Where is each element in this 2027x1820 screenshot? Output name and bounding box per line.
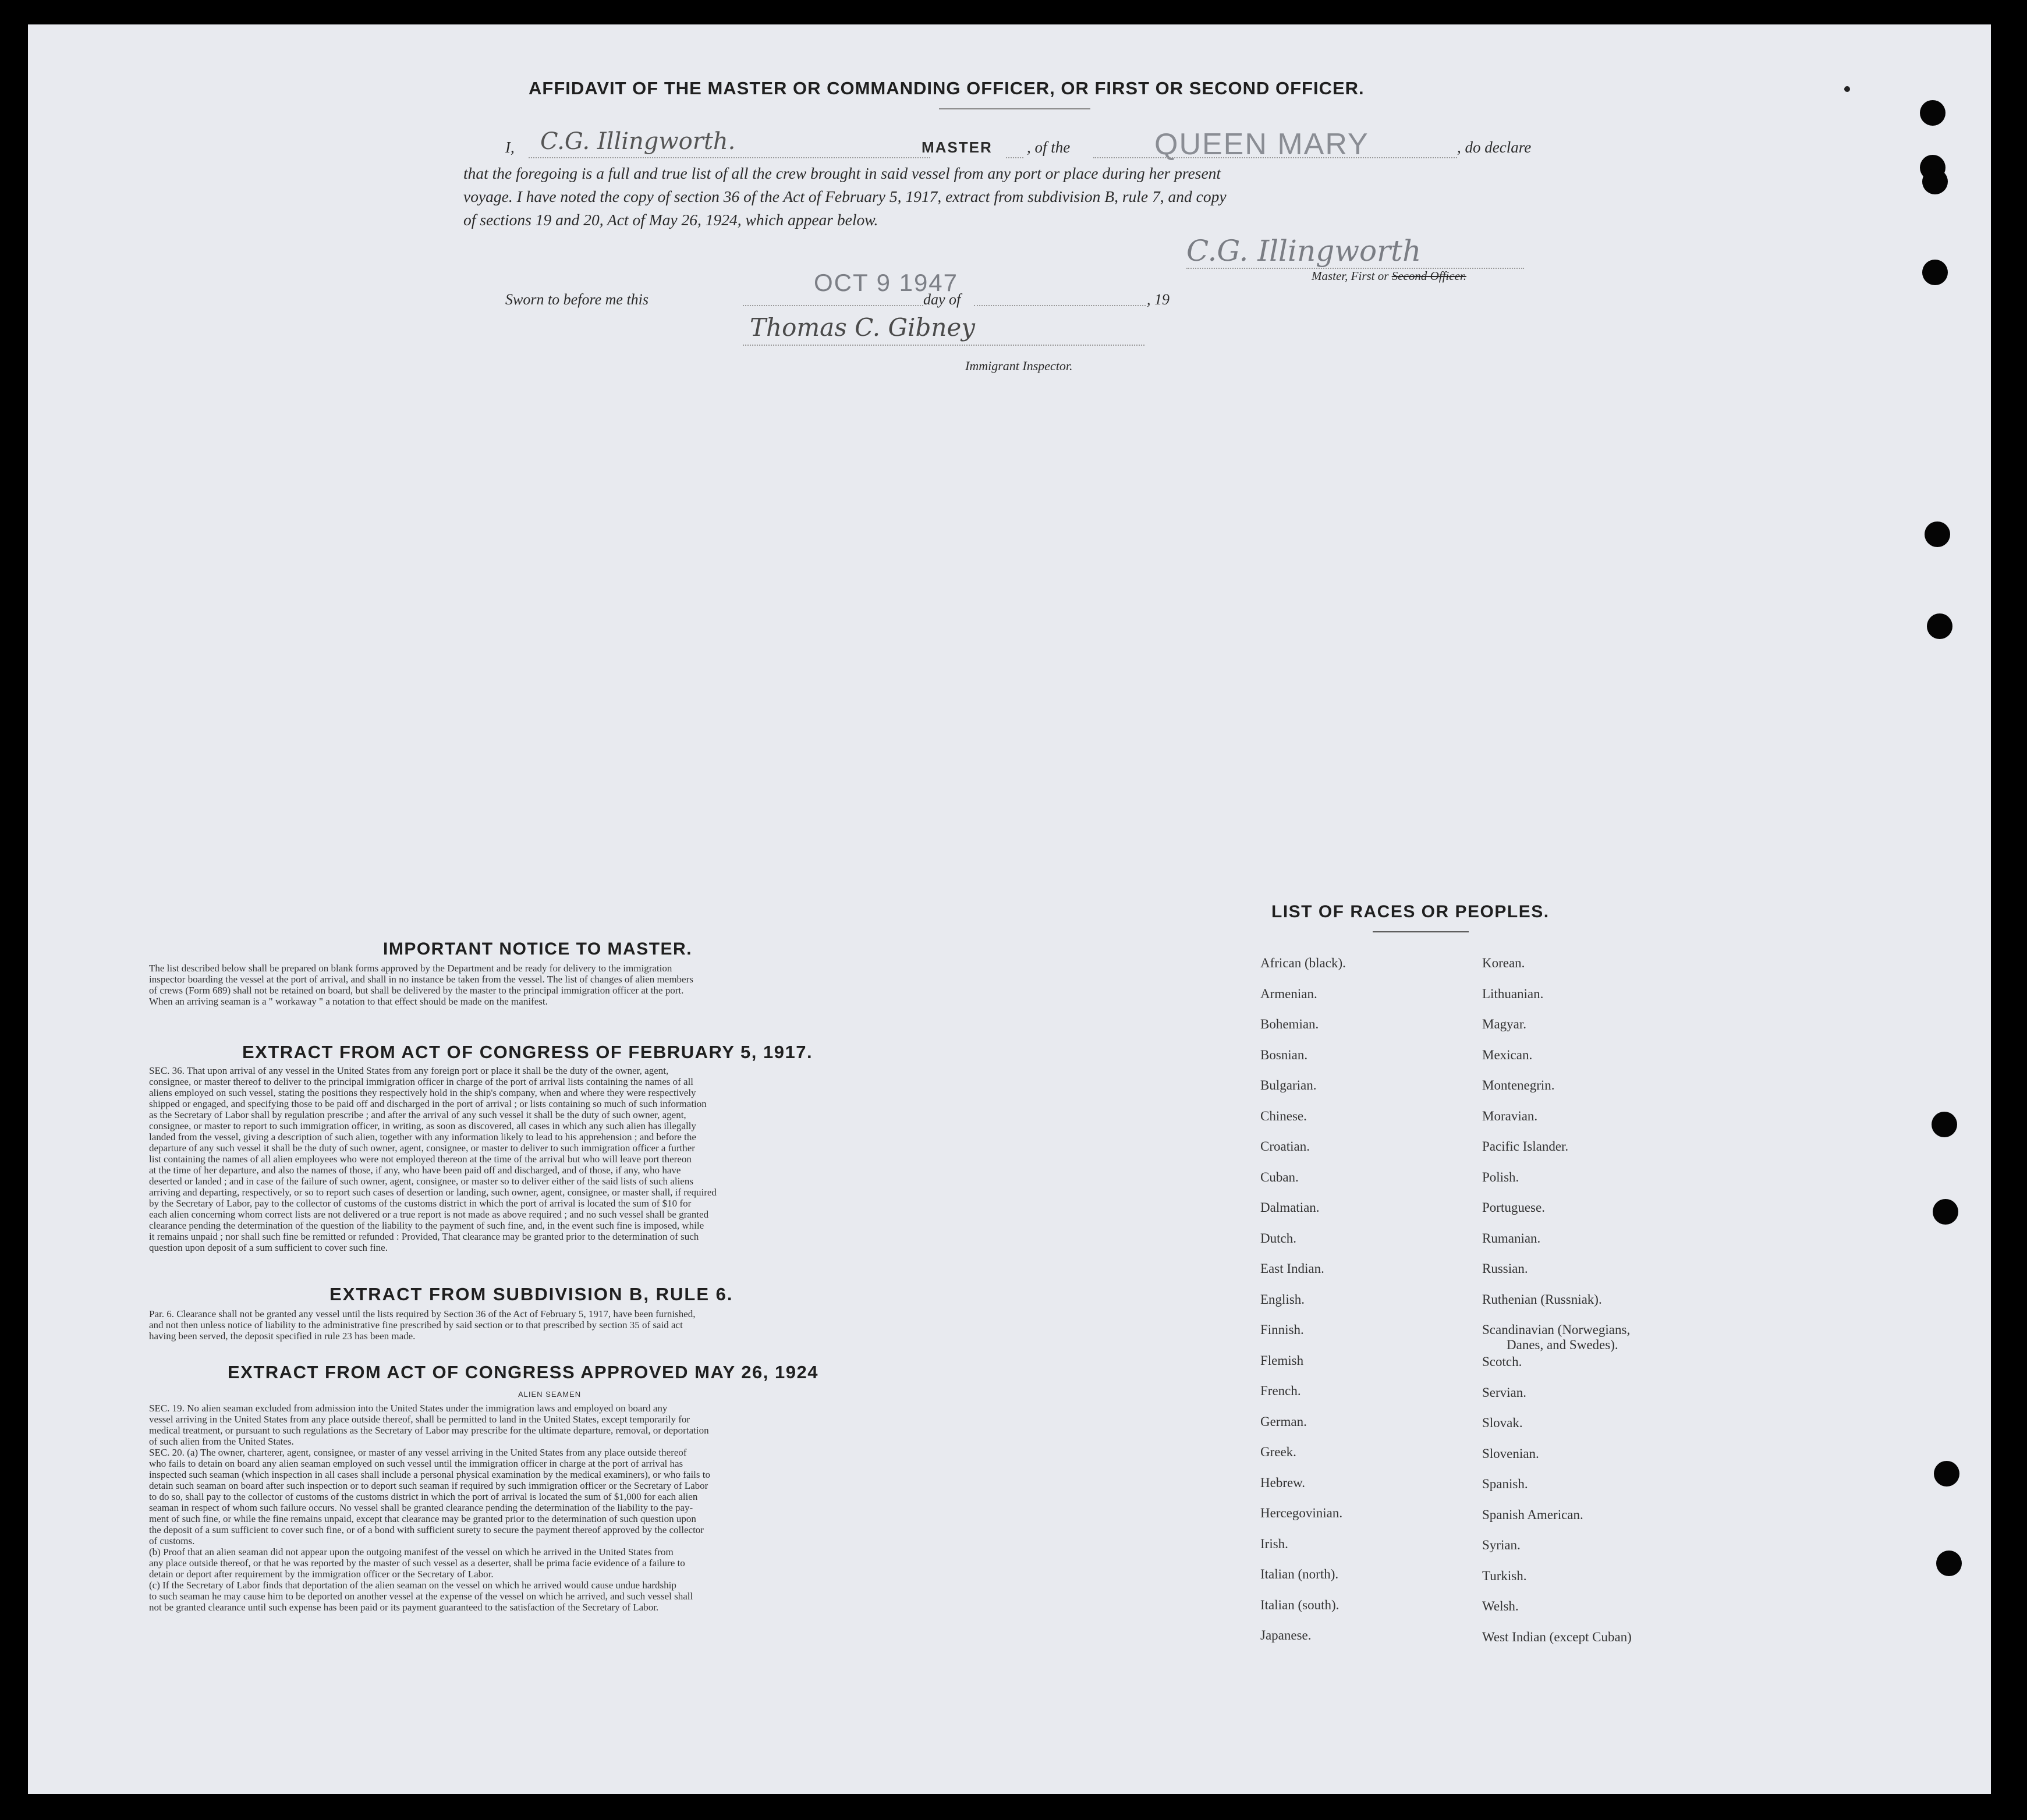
extract-1917-line: it remains unpaid ; nor shall such fine be remitted or refunded : Provided, That clearance may be granted prior to the determination of such (149, 1231, 699, 1242)
inspector-signature: Thomas C. Gibney (750, 313, 975, 342)
extract-1917-line: list containing the names of all alien employees who were not employed thereon at the time of the arrival but who will leave port thereon (149, 1154, 692, 1165)
extract-1924-line: detain or deport after requirement by the immigration officer or the Secretary of Labor. (149, 1569, 494, 1580)
extract-1924-line: of such alien from the United States. (149, 1436, 294, 1447)
notice-line: of crews (Form 689) shall not be retained on board, but shall be delivered by the master to the principal immigration officer at the port. (149, 985, 684, 996)
master-signature: C.G. Illingworth (1186, 234, 1422, 268)
sworn-label: Sworn to before me this (505, 291, 649, 308)
subdivision-line: having been served, the deposit specified in rule 23 has been made. (149, 1331, 416, 1342)
race-item: Ruthenian (Russniak). (1482, 1292, 1602, 1307)
rank-label: MASTER (922, 139, 993, 156)
extract-1917-line: aliens employed on such vessel, stating the positions they respectively hold in the ship's company, when and where they were respectively (149, 1087, 696, 1098)
binder-hole (1922, 260, 1948, 285)
race-item: Hebrew. (1260, 1475, 1306, 1490)
extract-1924-line: to do so, shall pay to the collector of customs of the customs district in which the port of arrival is located the sum of $1,000 for each alien (149, 1491, 698, 1502)
subdivision-line: Par. 6. Clearance shall not be granted any vessel until the lists required by Section 36 of the Act of February 5, 1917, have been furnished, (149, 1308, 696, 1319)
extract-1924-line: any place outside thereof, or that he was reported by the master of such vessel as a deserter, shall be prima facie evidence of a failure to (149, 1558, 685, 1569)
race-item: Pacific Islander. (1482, 1139, 1569, 1154)
race-item: Lithuanian. (1482, 986, 1544, 1001)
extract-1924-line: (c) If the Secretary of Labor finds that deportation of the alien seaman on the vessel on which he arrived would cause undue hardship (149, 1580, 676, 1591)
extract-1917-line: clearance pending the determination of the question of the liability to the payment of such fine, and, in the event such fine is imposed, while (149, 1220, 704, 1231)
race-item: Servian. (1482, 1385, 1527, 1400)
extract-1917-line: consignee, or master to report to such immigration officer, in writing, as soon as discovered, all cases in which any such alien has illegally (149, 1120, 696, 1131)
binder-hole (1922, 169, 1948, 194)
year-label: , 19 (1147, 291, 1170, 308)
race-item: Finnish. (1260, 1322, 1304, 1337)
race-item: Montenegrin. (1482, 1078, 1555, 1092)
extract-1917-line: SEC. 36. That upon arrival of any vessel in the United States from any foreign port or place it shall be the duty of the owner, agent, (149, 1065, 669, 1076)
notice-line: The list described below shall be prepared on blank forms approved by the Department and be ready for delivery to the immigration (149, 963, 672, 974)
master-name-line (529, 157, 930, 158)
binder-hole (1925, 521, 1950, 547)
race-item: African (black). (1260, 956, 1346, 970)
notice-title: IMPORTANT NOTICE TO MASTER. (383, 939, 693, 959)
race-item: Mexican. (1482, 1047, 1533, 1062)
race-item: Slovenian. (1482, 1446, 1539, 1461)
extract-1917-line: landed from the vessel, giving a description of such alien, together with any information likely to lead to his apprehension ; and before the (149, 1131, 696, 1143)
extract-1917-line: by the Secretary of Labor, pay to the collector of customs of the customs district in which the port of arrival is located the sum of $10 for (149, 1198, 692, 1209)
race-item: Italian (south). (1260, 1597, 1339, 1612)
races-title: LIST OF RACES OR PEOPLES. (1271, 902, 1550, 921)
race-item: Scandinavian (Norwegians, (1482, 1322, 1631, 1337)
affidavit-body-line-3: of sections 19 and 20, Act of May 26, 1924, which appear below. (463, 211, 878, 229)
subdivision-line: and not then unless notice of liability to the administrative fine prescribed by said section or to that prescribed by section 35 of said act (149, 1319, 683, 1331)
affidavit-body-line-1: that the foregoing is a full and true list of all the crew brought in said vessel from any port or place during her present (463, 164, 1221, 182)
notice-line: inspector boarding the vessel at the port of arrival, and shall in no instance be taken from the vessel. The list of changes of alien members (149, 974, 693, 985)
race-item: East Indian. (1260, 1261, 1324, 1276)
extract-1924-title: EXTRACT FROM ACT OF CONGRESS APPROVED MAY 26, 1924 (228, 1362, 818, 1382)
signer-caption: Master, First or Second Officer. (1312, 269, 1466, 283)
month-line (974, 305, 1146, 306)
document-page (28, 24, 1991, 1794)
affidavit-title: AFFIDAVIT OF THE MASTER OR COMMANDING OFFICER, OR FIRST OR SECOND OFFICER. (529, 78, 1365, 98)
binder-hole (1932, 1112, 1957, 1137)
extract-1924-line: inspected such seaman (which inspection in all cases shall include a personal physical examination by the medical examiners), or who fails to (149, 1469, 710, 1480)
race-item: Rumanian. (1482, 1230, 1541, 1246)
extract-1917-line: as the Secretary of Labor shall by regulation prescribe ; and after the arrival of any such vessel it shall be the duty of such owner, agent, (149, 1109, 686, 1120)
affidavit-i-label: I, (505, 139, 515, 156)
extract-1924-line: not be granted clearance until such expense has been paid or its payment guaranteed to the satisfaction of the Secretary of Labor. (149, 1602, 659, 1613)
race-item: Armenian. (1260, 986, 1317, 1001)
race-item: Slovak. (1482, 1415, 1523, 1430)
race-scandinavian-continued: Danes, and Swedes). (1507, 1337, 1618, 1352)
title-underline (939, 108, 1090, 109)
race-item: Dutch. (1260, 1230, 1296, 1246)
extract-1924-line: the deposit of a sum sufficient to cover such fine, or of a bond with sufficient surety to secure the payment thereof approved by the collector (149, 1524, 704, 1535)
race-item: Russian. (1482, 1261, 1528, 1276)
declare-label: , do declare (1457, 139, 1532, 156)
vessel-stamp: QUEEN MARY (1154, 127, 1369, 161)
race-item: Magyar. (1482, 1017, 1527, 1031)
extract-1917-line: deserted or landed ; and in case of the failure of such owner, agent, consignee, or master so to deliver either of the said lists of such aliens (149, 1176, 693, 1187)
binder-hole (1927, 613, 1952, 639)
binder-hole (1934, 1461, 1959, 1486)
notice-line: When an arriving seaman is a " workaway " a notation to that effect should be made on the manifest. (149, 996, 548, 1007)
extract-1924-line: detain such seaman on board after such inspection or to deport such seaman if required by such immigration officer or the Secretary of Labor (149, 1480, 708, 1491)
race-item: Cuban. (1260, 1169, 1299, 1184)
subdivision-body (149, 1308, 961, 1342)
race-item: Korean. (1482, 956, 1525, 970)
extract-1924-line: to such seaman he may cause him to be deported on another vessel at the expense of the vessel on which he arrived, and such vessel shall (149, 1591, 693, 1602)
race-item: Croatian. (1260, 1139, 1310, 1154)
race-item: Bulgarian. (1260, 1078, 1317, 1092)
extract-1917-line: consignee, or master thereof to deliver to the principal immigration officer in charge of the port of arrival lists containing the names of all (149, 1076, 694, 1087)
extract-1924-body (149, 1403, 961, 1613)
extract-1917-line: each alien concerning whom correct lists are not delivered or a true report is not made as above required ; and no such vessel shall be granted (149, 1209, 709, 1220)
extract-1917-line: arriving and departing, respectively, or so to report such cases of desertion or landing, such owner, agent, consignee, or master shall, if required (149, 1187, 717, 1198)
date-stamp: OCT 9 1947 (814, 269, 959, 296)
race-item: Spanish. (1482, 1477, 1528, 1491)
extract-1924-line: ment of such fine, or while the fine remains unpaid, except that clearance may be granted prior to the determination of such question upon (149, 1513, 696, 1524)
subdivision-title: EXTRACT FROM SUBDIVISION B, RULE 6. (329, 1284, 733, 1304)
race-item: Greek. (1260, 1445, 1296, 1459)
race-item: Bohemian. (1260, 1017, 1319, 1031)
race-item: Dalmatian. (1260, 1200, 1320, 1215)
race-item: Spanish American. (1482, 1507, 1583, 1522)
race-item: Irish. (1260, 1536, 1288, 1551)
race-item: Scotch. (1482, 1354, 1522, 1369)
extract-1924-line: vessel arriving in the United States from any place outside thereof, shall be permitted to land in the United States, except temporarily for (149, 1414, 690, 1425)
extract-1917-body (149, 1065, 961, 1253)
ink-dot (1844, 86, 1850, 92)
extract-1924-line: seaman in respect of whom such failure occurs. No vessel shall be granted clearance pending the determination of the liability to the pay- (149, 1502, 693, 1513)
binder-hole (1936, 1551, 1962, 1576)
notice-body (149, 963, 961, 1007)
race-item: Polish. (1482, 1169, 1519, 1184)
extract-1924-line: medical treatment, or pursuant to such regulations as the Secretary of Labor may prescribe for the ultimate departure, removal, or deportation (149, 1425, 709, 1436)
day-line (743, 305, 923, 306)
race-item: Chinese. (1260, 1108, 1307, 1123)
extract-1917-line: departure of any such vessel it shall be the duty of such owner, agent, consignee, or master to deliver to such immigration officer a further (149, 1143, 695, 1154)
race-item: Italian (north). (1260, 1567, 1339, 1581)
race-item: Moravian. (1482, 1108, 1538, 1123)
vessel-line (1093, 157, 1457, 158)
alien-seamen-subtitle: ALIEN SEAMEN (518, 1390, 582, 1399)
extract-1917-line: shipped or engaged, and specifying those to be paid off and discharged in the port of arrival ; or lists containing so much of such information (149, 1098, 707, 1109)
extract-1924-line: of customs. (149, 1535, 195, 1546)
extract-1924-line: who fails to detain on board any alien seaman employed on such vessel until the immigration officer in charge at the port of arrival has (149, 1458, 683, 1469)
race-item: Portuguese. (1482, 1200, 1545, 1215)
race-item: Japanese. (1260, 1628, 1312, 1642)
extract-1917-line: at the time of her departure, and also the names of those, if any, who have been paid off and discharged, and of those, if any, who have (149, 1165, 681, 1176)
races-title-underline (1373, 931, 1469, 932)
inspector-signature-line (743, 345, 1144, 346)
race-item: Syrian. (1482, 1538, 1521, 1552)
race-item: Hercegovinian. (1260, 1506, 1343, 1520)
master-name-handwritten: C.G. Illingworth. (540, 128, 736, 155)
race-item: French. (1260, 1383, 1301, 1398)
extract-1924-line: SEC. 20. (a) The owner, charterer, agent, consignee, or master of any vessel arriving in the United States from any place outside thereof (149, 1447, 687, 1458)
affidavit-body-line-2: voyage. I have noted the copy of section 36 of the Act of February 5, 1917, extract from subdivision B, rule 7, and copy (463, 187, 1227, 205)
extract-1924-line: (b) Proof that an alien seaman did not appear upon the outgoing manifest of the vessel on which he arrived in the United States from (149, 1546, 674, 1558)
race-item: Flemish (1260, 1353, 1304, 1368)
day-of-label: day of (923, 291, 961, 308)
rank-line (1006, 157, 1023, 158)
binder-hole (1933, 1199, 1958, 1225)
race-item: Bosnian. (1260, 1047, 1308, 1062)
of-the-label: , of the (1027, 139, 1071, 156)
race-item: Welsh. (1482, 1599, 1519, 1613)
inspector-caption: Immigrant Inspector. (965, 359, 1073, 373)
extract-1924-line: SEC. 19. No alien seaman excluded from admission into the United States under the immigration laws and employed on board any (149, 1403, 668, 1414)
extract-1917-line: question upon deposit of a sum sufficient to cover such fine. (149, 1242, 388, 1253)
extract-1917-title: EXTRACT FROM ACT OF CONGRESS OF FEBRUARY 5, 1917. (242, 1042, 813, 1062)
binder-hole (1920, 100, 1946, 126)
race-item: English. (1260, 1292, 1305, 1307)
race-item: Turkish. (1482, 1568, 1527, 1583)
race-item: German. (1260, 1414, 1307, 1429)
race-item: West Indian (except Cuban) (1482, 1629, 1632, 1644)
